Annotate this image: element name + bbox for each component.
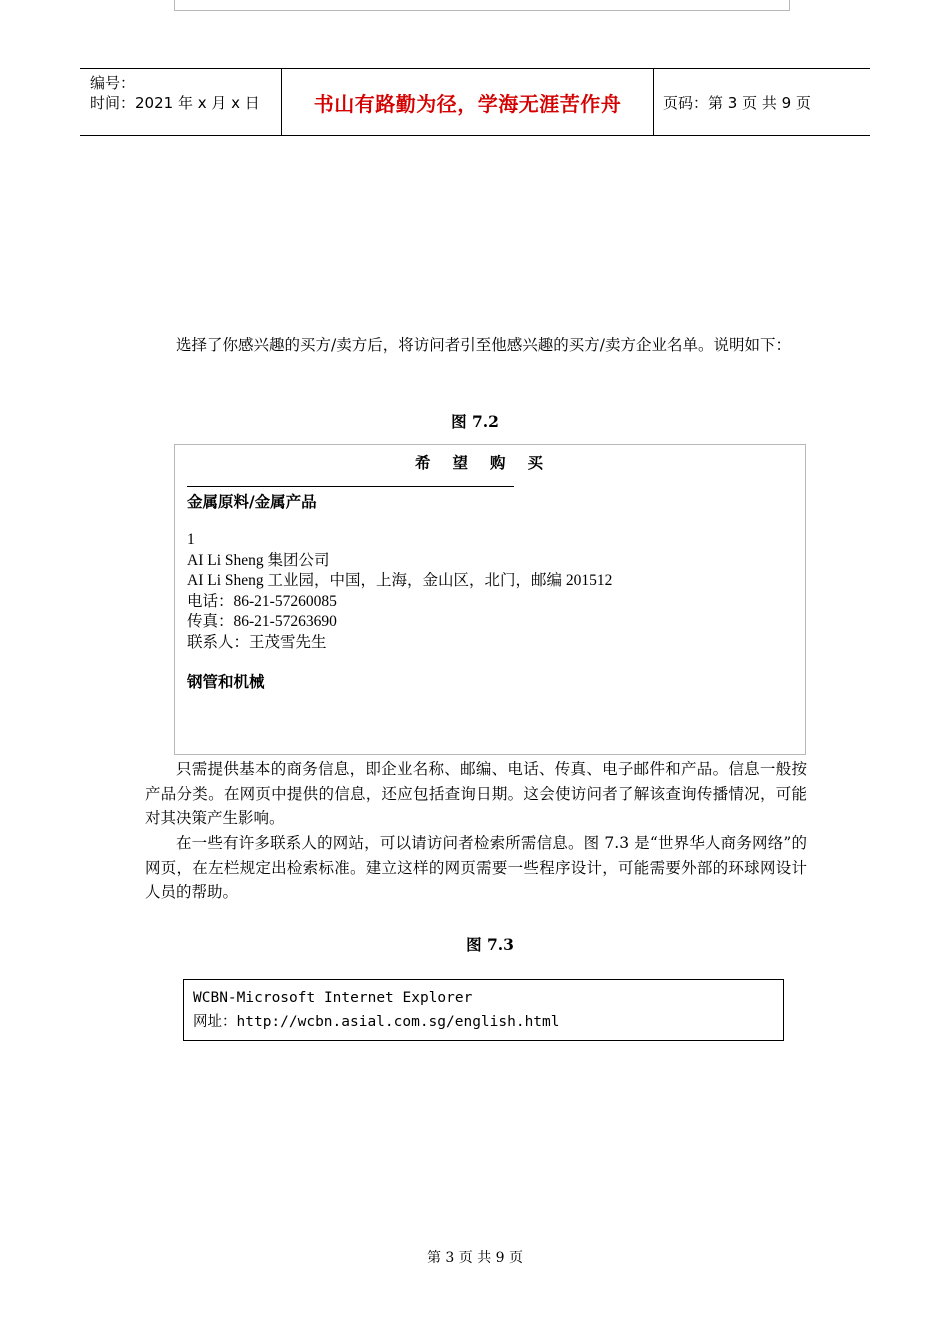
- company-contact: 联系人：王茂雪先生: [187, 633, 327, 651]
- body-paragraph-2: 在一些有许多联系人的网站，可以请访问者检索所需信息。图 7.3 是“世界华人商务网络”的网页，在左栏规定出检索标准。建立这样的网页需要一些程序设计，可能需要外部的环球网设计人员的帮助。: [145, 834, 807, 901]
- document-header: [80, 68, 870, 136]
- header-meta: [80, 69, 281, 135]
- intro-paragraph: 选择了你感兴趣的买方/卖方后，将访问者引至他感兴趣的买方/卖方企业名单。说明如下：: [176, 336, 791, 354]
- company-fax: 传真：86-21-57263690: [187, 613, 337, 630]
- company-entry: [187, 530, 612, 653]
- browser-address-row: [193, 1010, 783, 1034]
- category-steel-pipe-machinery: 钢管和机械: [187, 672, 265, 691]
- category-metal-materials: 金属原料/金属产品: [187, 492, 317, 511]
- body-paragraph-1: 只需提供基本的商务信息，即企业名称、邮编、电话、传真、电子邮件和产品。信息一般按产品分类。在网页中提供的信息，还应包括查询日期。这会使访问者了解该查询传播情况，可能对其决策产生影响。: [145, 760, 807, 827]
- browser-window-title: WCBN-Microsoft Internet Explorer: [193, 990, 473, 1006]
- header-page-info: 页码：第 3 页 共 9 页: [663, 93, 811, 112]
- entry-number: 1: [187, 531, 195, 548]
- figure-7-2-caption: 图 7.2: [451, 412, 499, 431]
- address-label: 网址：: [193, 1014, 237, 1030]
- figure-7-2-title: 希望购买: [414, 453, 565, 472]
- serial-label: 编号：: [90, 74, 136, 92]
- company-address: AI Li Sheng 工业园，中国，上海，金山区，北门，邮编 201512: [187, 572, 613, 589]
- company-name: AI Li Sheng 集团公司: [187, 551, 330, 569]
- page-footer: 第 3 页 共 9 页: [426, 1250, 524, 1266]
- header-motto: 书山有路勤为径，学海无涯苦作舟: [281, 69, 654, 135]
- title-divider: [187, 486, 514, 487]
- company-phone: 电话：86-21-57260085: [187, 592, 337, 610]
- figure-7-3-browser-box: [183, 979, 784, 1041]
- figure-7-3-caption: 图 7.3: [466, 935, 514, 954]
- figure-7-2-box: [174, 444, 806, 755]
- address-url: http://wcbn.asial.com.sg/english.html: [236, 1014, 560, 1030]
- previous-figure-frame: [174, 0, 790, 11]
- time-label: 时间：2021 年 x 月 x 日: [90, 94, 260, 112]
